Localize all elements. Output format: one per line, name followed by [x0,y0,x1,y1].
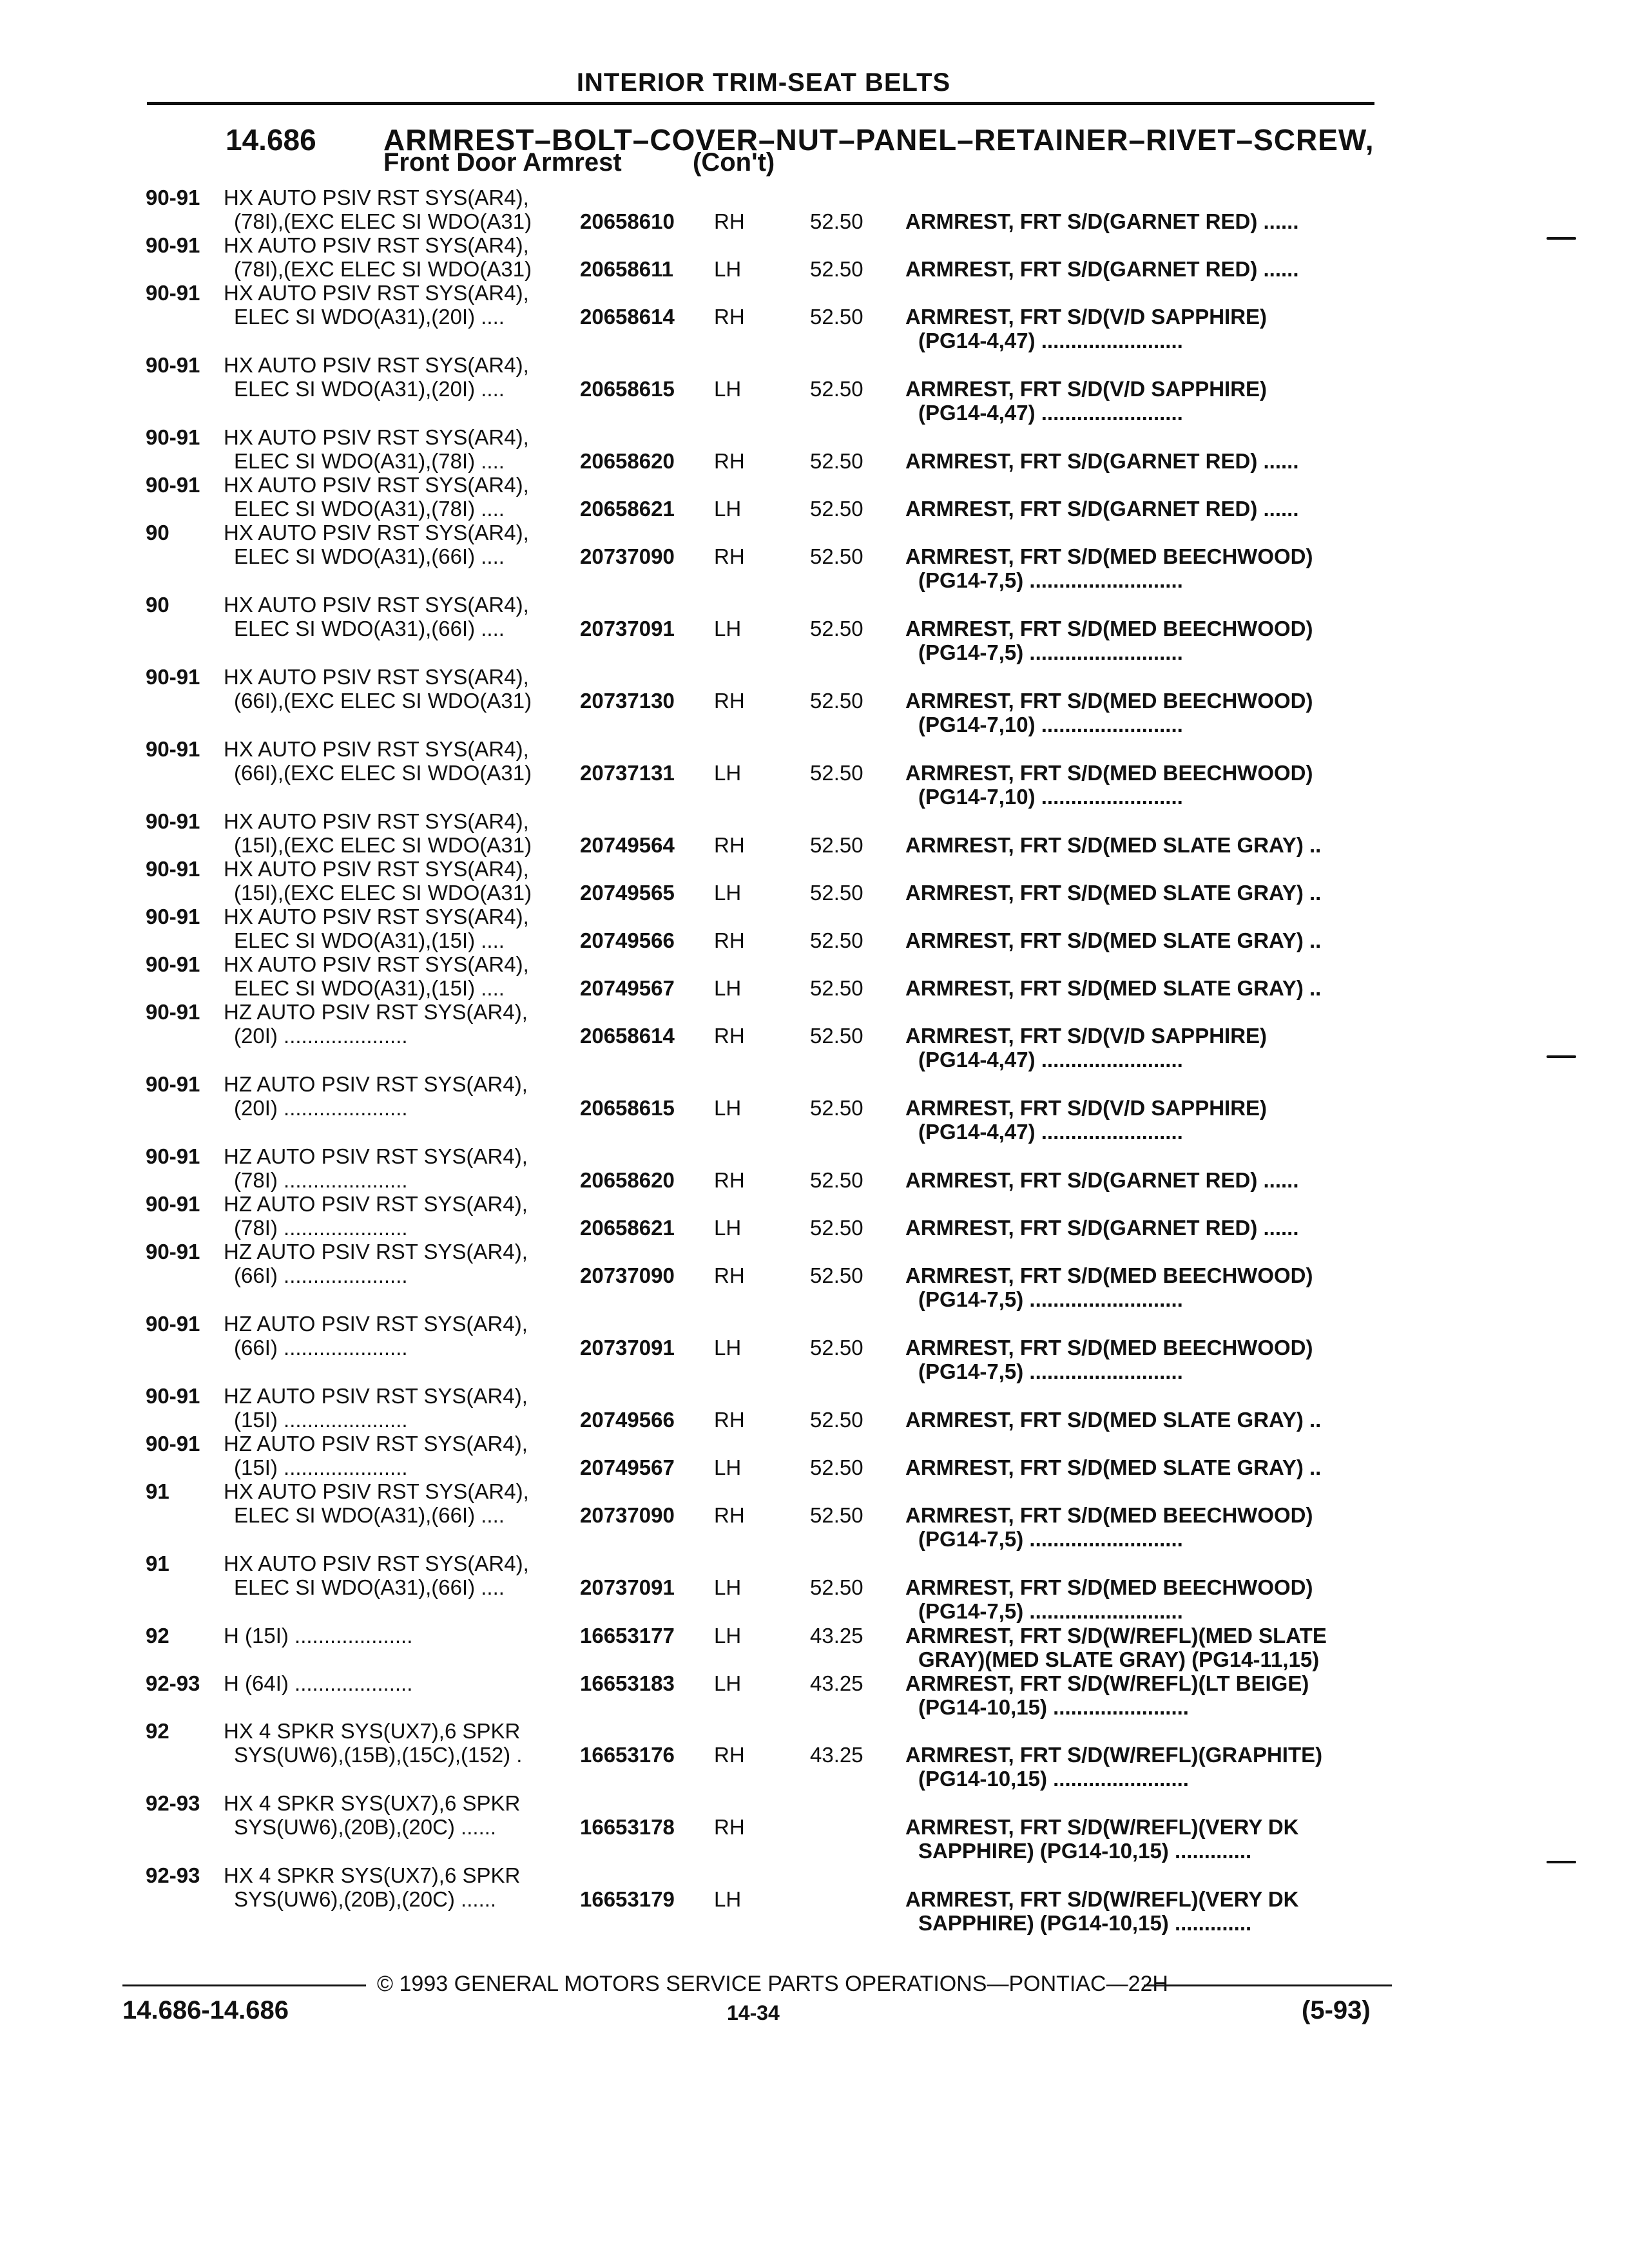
part-description: ARMREST, FRT S/D(GARNET RED) ...... [905,1168,1299,1192]
part-description: ARMREST, FRT S/D(MED SLATE GRAY) .. [905,1408,1322,1432]
price: 43.25 [810,1671,863,1695]
price: 52.50 [810,1456,863,1479]
description-line-1: HX AUTO PSIV RST SYS(AR4), [224,186,529,209]
model-year: 92-93 [146,1671,200,1695]
price: 52.50 [810,881,863,905]
part-description: ARMREST, FRT S/D(MED BEECHWOOD) [905,544,1313,568]
part-description-line-2: (PG14-4,47) ........................ [918,1120,1183,1144]
description-line-1: HX AUTO PSIV RST SYS(AR4), [224,353,529,377]
description-line-1: HX AUTO PSIV RST SYS(AR4), [224,281,529,305]
description-line-1: HZ AUTO PSIV RST SYS(AR4), [224,1144,528,1168]
description-line-2: ELEC SI WDO(A31),(15I) .... [234,976,505,1000]
price: 52.50 [810,1503,863,1527]
side-code: RH [714,689,745,713]
price: 52.50 [810,1575,863,1599]
model-year: 90-91 [146,233,200,257]
model-year: 90-91 [146,473,200,497]
part-number: 20737130 [580,689,675,713]
description-line-2: (15I) ..................... [234,1408,408,1432]
part-description: ARMREST, FRT S/D(MED BEECHWOOD) [905,1264,1313,1287]
description-line-1: H (15I) .................... [224,1624,413,1648]
part-description: ARMREST, FRT S/D(MED BEECHWOOD) [905,1503,1313,1527]
description-line-2: (78I) ..................... [234,1168,408,1192]
model-year: 90-91 [146,1312,200,1336]
footer-section-range: 14.686-14.686 [122,1996,289,2024]
price: 52.50 [810,1168,863,1192]
description-line-2: ELEC SI WDO(A31),(66I) .... [234,617,505,640]
part-description: ARMREST, FRT S/D(V/D SAPPHIRE) [905,1096,1268,1120]
description-line-1: HZ AUTO PSIV RST SYS(AR4), [224,1072,528,1096]
description-line-2: (20I) ..................... [234,1096,408,1120]
description-line-2: (78I) ..................... [234,1216,408,1240]
description-line-2: ELEC SI WDO(A31),(66I) .... [234,1575,505,1599]
price: 52.50 [810,833,863,857]
part-number: 20737090 [580,544,675,568]
description-line-1: HZ AUTO PSIV RST SYS(AR4), [224,1312,528,1336]
part-description-line-2: SAPPHIRE) (PG14-10,15) ............. [918,1911,1252,1935]
model-year: 90-91 [146,809,200,833]
part-description: ARMREST, FRT S/D(MED BEECHWOOD) [905,617,1313,640]
description-line-1: HX AUTO PSIV RST SYS(AR4), [224,809,529,833]
footer-copyright: © 1993 GENERAL MOTORS SERVICE PARTS OPERATIONS—PONTIAC—22H [377,1972,1168,1996]
price: 52.50 [810,928,863,952]
model-year: 90-91 [146,1240,200,1264]
part-description-line-2: (PG14-7,5) .......................... [918,1527,1183,1551]
model-year: 90-91 [146,952,200,976]
description-line-1: HX AUTO PSIV RST SYS(AR4), [224,425,529,449]
description-line-2: (20I) ..................... [234,1024,408,1048]
description-line-2: SYS(UW6),(15B),(15C),(152) . [234,1743,523,1767]
part-description: ARMREST, FRT S/D(MED BEECHWOOD) [905,761,1313,785]
side-code: RH [714,1743,745,1767]
model-year: 90-91 [146,353,200,377]
model-year: 91 [146,1479,169,1503]
part-description-line-2: SAPPHIRE) (PG14-10,15) ............. [918,1839,1252,1863]
description-line-2: (66I) ..................... [234,1336,408,1360]
part-description: ARMREST, FRT S/D(V/D SAPPHIRE) [905,305,1268,329]
part-description-line-2: (PG14-7,5) .......................... [918,568,1183,592]
part-description: ARMREST, FRT S/D(MED SLATE GRAY) .. [905,976,1322,1000]
model-year: 90-91 [146,1192,200,1216]
side-code: LH [714,377,742,401]
side-code: RH [714,833,745,857]
part-description: ARMREST, FRT S/D(MED BEECHWOOD) [905,1336,1313,1360]
model-year: 90-91 [146,1072,200,1096]
description-line-1: HX AUTO PSIV RST SYS(AR4), [224,905,529,928]
price: 52.50 [810,544,863,568]
model-year: 90-91 [146,1144,200,1168]
side-code: LH [714,1624,742,1648]
part-number: 20658621 [580,1216,675,1240]
part-description: ARMREST, FRT S/D(V/D SAPPHIRE) [905,377,1268,401]
price: 52.50 [810,377,863,401]
part-number: 20749567 [580,976,675,1000]
side-code: RH [714,1815,745,1839]
description-line-2: (66I),(EXC ELEC SI WDO(A31) [234,689,532,713]
part-number: 20658615 [580,1096,675,1120]
model-year: 91 [146,1552,169,1575]
model-year: 90-91 [146,1432,200,1456]
description-line-1: HX AUTO PSIV RST SYS(AR4), [224,1479,529,1503]
part-description-line-2: (PG14-4,47) ........................ [918,401,1183,425]
side-code: LH [714,1216,742,1240]
price: 52.50 [810,449,863,473]
part-number: 20737131 [580,761,675,785]
part-number: 20737091 [580,1575,675,1599]
side-code: LH [714,761,742,785]
part-number: 16653183 [580,1671,675,1695]
footer-page-number: 14-34 [727,2001,780,2024]
model-year: 90-91 [146,857,200,881]
side-code: RH [714,1503,745,1527]
part-number: 20658620 [580,449,675,473]
model-year: 90-91 [146,425,200,449]
description-line-2: ELEC SI WDO(A31),(15I) .... [234,928,505,952]
part-description: ARMREST, FRT S/D(MED BEECHWOOD) [905,689,1313,713]
description-line-2: ELEC SI WDO(A31),(20I) .... [234,305,505,329]
description-line-1: HX AUTO PSIV RST SYS(AR4), [224,593,529,617]
part-number: 20658614 [580,1024,675,1048]
side-code: RH [714,1408,745,1432]
part-number: 20658621 [580,497,675,521]
description-line-2: (15I) ..................... [234,1456,408,1479]
price: 52.50 [810,1024,863,1048]
part-number: 16653177 [580,1624,675,1648]
page-header-title: INTERIOR TRIM-SEAT BELTS [576,68,951,97]
price: 52.50 [810,257,863,281]
side-code: RH [714,928,745,952]
price: 52.50 [810,617,863,640]
model-year: 90-91 [146,905,200,928]
model-year: 92-93 [146,1791,200,1815]
part-description: ARMREST, FRT S/D(MED SLATE GRAY) .. [905,928,1322,952]
part-description: ARMREST, FRT S/D(MED SLATE GRAY) .. [905,1456,1322,1479]
description-line-2: (15I),(EXC ELEC SI WDO(A31) [234,833,532,857]
section-title: ARMREST–BOLT–COVER–NUT–PANEL–RETAINER–RIVET–SCREW, [383,123,1374,157]
description-line-1: HX AUTO PSIV RST SYS(AR4), [224,857,529,881]
price: 43.25 [810,1743,863,1767]
description-line-1: HX AUTO PSIV RST SYS(AR4), [224,473,529,497]
part-description-line-2: (PG14-7,10) ........................ [918,713,1183,736]
part-description: ARMREST, FRT S/D(W/REFL)(MED SLATE [905,1624,1327,1648]
footer-date: (5-93) [1302,1996,1371,2024]
description-line-2: ELEC SI WDO(A31),(66I) .... [234,544,505,568]
side-code: LH [714,617,742,640]
side-code: LH [714,976,742,1000]
part-number: 20749566 [580,928,675,952]
footer-rule-left [122,1984,366,1986]
description-line-2: (78I),(EXC ELEC SI WDO(A31) [234,209,532,233]
part-description: ARMREST, FRT S/D(MED BEECHWOOD) [905,1575,1313,1599]
part-number: 20737090 [580,1264,675,1287]
part-number: 20737091 [580,617,675,640]
footer-rule-right [1144,1984,1392,1986]
side-code: LH [714,1096,742,1120]
description-line-1: HX 4 SPKR SYS(UX7),6 SPKR [224,1863,521,1887]
side-code: LH [714,881,742,905]
description-line-1: HX 4 SPKR SYS(UX7),6 SPKR [224,1791,521,1815]
margin-mark [1547,1055,1576,1058]
part-description-line-2: (PG14-4,47) ........................ [918,329,1183,352]
part-description: ARMREST, FRT S/D(GARNET RED) ...... [905,449,1299,473]
part-number: 20749564 [580,833,675,857]
description-line-1: HX AUTO PSIV RST SYS(AR4), [224,1552,529,1575]
part-description: ARMREST, FRT S/D(W/REFL)(GRAPHITE) [905,1743,1323,1767]
price: 52.50 [810,1408,863,1432]
section-number: 14.686 [226,123,316,157]
description-line-1: HX AUTO PSIV RST SYS(AR4), [224,233,529,257]
section-subtitle: Front Door Armrest [383,148,622,177]
price: 52.50 [810,1096,863,1120]
description-line-2: ELEC SI WDO(A31),(66I) .... [234,1503,505,1527]
model-year: 90-91 [146,1000,200,1024]
description-line-2: (66I) ..................... [234,1264,408,1287]
margin-mark [1547,237,1576,240]
side-code: RH [714,544,745,568]
model-year: 90 [146,521,169,544]
side-code: LH [714,257,742,281]
model-year: 92-93 [146,1863,200,1887]
part-description: ARMREST, FRT S/D(V/D SAPPHIRE) [905,1024,1268,1048]
price: 52.50 [810,305,863,329]
description-line-1: HX AUTO PSIV RST SYS(AR4), [224,952,529,976]
part-description-line-2: (PG14-10,15) ....................... [918,1695,1189,1719]
description-line-2: (66I),(EXC ELEC SI WDO(A31) [234,761,532,785]
description-line-1: HZ AUTO PSIV RST SYS(AR4), [224,1432,528,1456]
part-description: ARMREST, FRT S/D(W/REFL)(VERY DK [905,1815,1299,1839]
description-line-2: SYS(UW6),(20B),(20C) ...... [234,1815,497,1839]
side-code: LH [714,1887,742,1911]
model-year: 90-91 [146,186,200,209]
header-rule [147,102,1374,105]
side-code: RH [714,1168,745,1192]
part-number: 20658611 [580,257,674,281]
part-description: ARMREST, FRT S/D(W/REFL)(VERY DK [905,1887,1299,1911]
part-description: ARMREST, FRT S/D(GARNET RED) ...... [905,1216,1299,1240]
part-description: ARMREST, FRT S/D(GARNET RED) ...... [905,257,1299,281]
part-number: 16653176 [580,1743,675,1767]
description-line-1: HZ AUTO PSIV RST SYS(AR4), [224,1192,528,1216]
price: 52.50 [810,1264,863,1287]
part-description-line-2: (PG14-7,5) .......................... [918,1360,1183,1383]
price: 52.50 [810,976,863,1000]
description-line-2: ELEC SI WDO(A31),(20I) .... [234,377,505,401]
side-code: RH [714,1024,745,1048]
model-year: 90 [146,593,169,617]
side-code: RH [714,449,745,473]
description-line-1: HX 4 SPKR SYS(UX7),6 SPKR [224,1719,521,1743]
side-code: LH [714,1456,742,1479]
description-line-1: H (64I) .................... [224,1671,413,1695]
price: 52.50 [810,209,863,233]
model-year: 92 [146,1624,169,1648]
part-description: ARMREST, FRT S/D(GARNET RED) ...... [905,209,1299,233]
model-year: 90-91 [146,737,200,761]
part-description-line-2: (PG14-7,5) .......................... [918,1599,1183,1623]
side-code: LH [714,1671,742,1695]
model-year: 90-91 [146,1384,200,1408]
part-number: 20658620 [580,1168,675,1192]
price: 52.50 [810,497,863,521]
part-number: 20658610 [580,209,675,233]
description-line-1: HZ AUTO PSIV RST SYS(AR4), [224,1384,528,1408]
part-description: ARMREST, FRT S/D(MED SLATE GRAY) .. [905,881,1322,905]
part-description: ARMREST, FRT S/D(GARNET RED) ...... [905,497,1299,521]
price: 52.50 [810,1336,863,1360]
part-number: 16653178 [580,1815,675,1839]
part-description-line-2: (PG14-4,47) ........................ [918,1048,1183,1072]
model-year: 90-91 [146,281,200,305]
part-description-line-2: (PG14-7,5) .......................... [918,640,1183,664]
side-code: RH [714,1264,745,1287]
side-code: RH [714,305,745,329]
description-line-1: HZ AUTO PSIV RST SYS(AR4), [224,1240,528,1264]
description-line-2: ELEC SI WDO(A31),(78I) .... [234,449,505,473]
part-description-line-2: (PG14-7,5) .......................... [918,1287,1183,1311]
part-number: 20658615 [580,377,675,401]
part-description-line-2: (PG14-7,10) ........................ [918,785,1183,809]
part-description: ARMREST, FRT S/D(MED SLATE GRAY) .. [905,833,1322,857]
side-code: LH [714,1575,742,1599]
price: 43.25 [810,1624,863,1648]
model-year: 92 [146,1719,169,1743]
part-number: 16653179 [580,1887,675,1911]
description-line-1: HZ AUTO PSIV RST SYS(AR4), [224,1000,528,1024]
margin-mark [1547,1861,1576,1863]
model-year: 90-91 [146,665,200,689]
price: 52.50 [810,1216,863,1240]
price: 52.50 [810,689,863,713]
part-number: 20737091 [580,1336,675,1360]
side-code: LH [714,1336,742,1360]
part-number: 20749567 [580,1456,675,1479]
description-line-2: SYS(UW6),(20B),(20C) ...... [234,1887,497,1911]
part-description: ARMREST, FRT S/D(W/REFL)(LT BEIGE) [905,1671,1309,1695]
part-description-line-2: GRAY)(MED SLATE GRAY) (PG14-11,15) [918,1648,1320,1671]
description-line-1: HX AUTO PSIV RST SYS(AR4), [224,737,529,761]
section-continued: (Con't) [693,148,775,177]
side-code: LH [714,497,742,521]
description-line-2: (78I),(EXC ELEC SI WDO(A31) [234,257,532,281]
description-line-1: HX AUTO PSIV RST SYS(AR4), [224,521,529,544]
part-number: 20749565 [580,881,675,905]
part-number: 20749566 [580,1408,675,1432]
part-description-line-2: (PG14-10,15) ....................... [918,1767,1189,1791]
part-number: 20737090 [580,1503,675,1527]
description-line-2: ELEC SI WDO(A31),(78I) .... [234,497,505,521]
description-line-1: HX AUTO PSIV RST SYS(AR4), [224,665,529,689]
side-code: RH [714,209,745,233]
part-number: 20658614 [580,305,675,329]
price: 52.50 [810,761,863,785]
description-line-2: (15I),(EXC ELEC SI WDO(A31) [234,881,532,905]
